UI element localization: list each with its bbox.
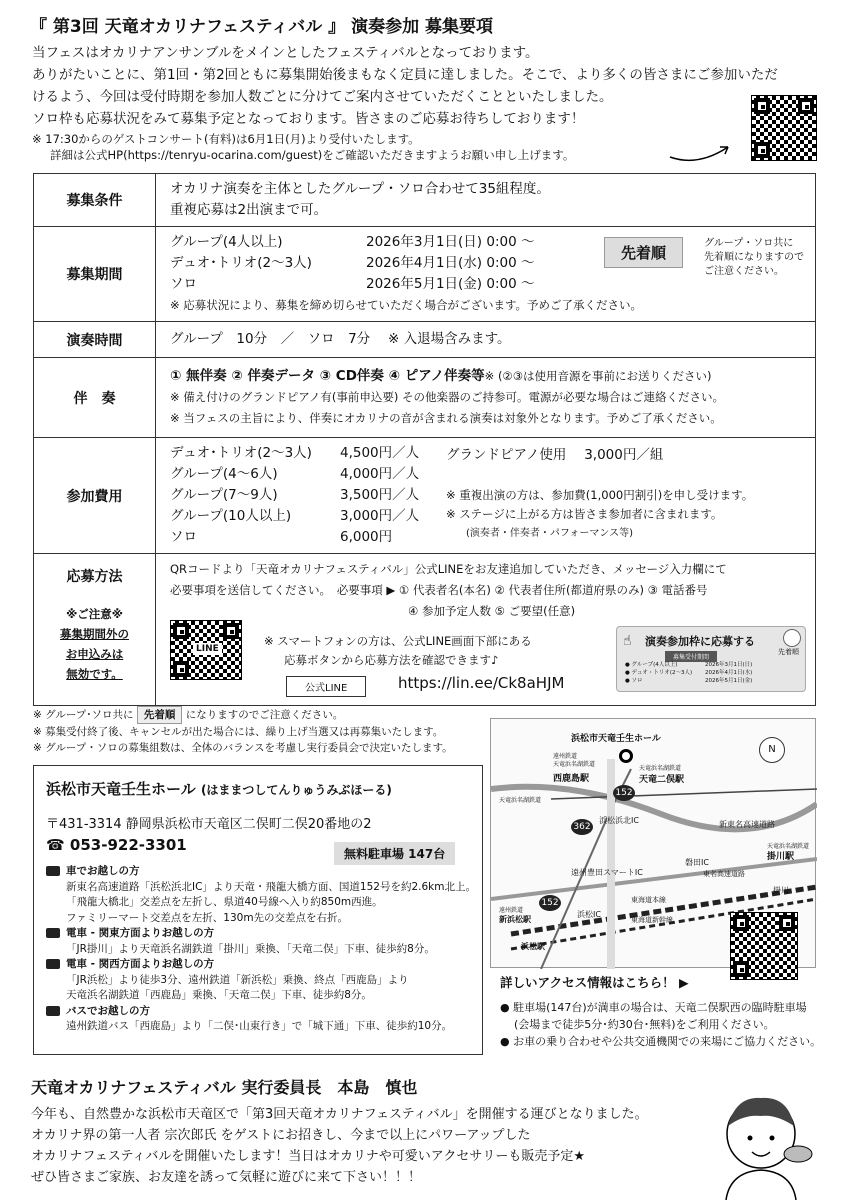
time-label: 演奏時間 <box>34 322 156 358</box>
map-nishikajima: 西鹿島駅 <box>553 774 590 784</box>
venue-reading: (はままつしてんりゅうみぶほーる) <box>200 783 392 797</box>
train-kanto-title: 電車 - 関東方面よりお越しの方 <box>66 927 215 939</box>
banner-row <box>625 669 752 677</box>
bus-icon <box>46 1006 60 1016</box>
banner-rows <box>625 661 752 685</box>
map-hamamatsu-ic: 浜松IC <box>577 910 601 919</box>
map-kakegawa: 掛川駅 <box>767 852 795 862</box>
arrow-icon <box>668 135 748 165</box>
map-futamata-rail: 天竜浜名湖鉄道 <box>639 765 682 772</box>
banner-row-name: ● グループ(4人以上) <box>625 662 678 668</box>
map-shinhamamatsu: 新浜松駅 <box>499 915 531 924</box>
side-note-3: ご注意ください。 <box>704 266 784 277</box>
car-heading <box>46 864 476 880</box>
venue-title <box>46 778 392 799</box>
fee-row-price: 4,000円／人 <box>340 466 420 482</box>
fee-row-name: ソロ <box>170 529 197 545</box>
map-shinkansen: 東海道新幹線 <box>631 916 673 924</box>
apply-line-3: ④ 参加予定人数 ⑤ ご要望(任意) <box>408 604 576 618</box>
period-body <box>156 227 816 322</box>
smartphone-note <box>264 632 532 670</box>
period-side-note <box>704 237 804 279</box>
venue-address: 〒431-3314 静岡県浜松市天竜区二俣町二俣20番地の2 <box>46 817 372 832</box>
fee-body <box>156 438 816 554</box>
access-notes <box>500 999 821 1050</box>
car-title: 車でお越しの方 <box>66 865 140 877</box>
fee-label: 参加費用 <box>34 438 156 554</box>
side-note-2: 先着順になりますので <box>704 252 804 263</box>
period-row-date: 2026年5月1日(金) 0:00 ～ <box>366 276 535 292</box>
chair-line-2: オカリナ界の第一人者 宗次郎氏 をゲストにお招きし、今まで以上にパワーアップした <box>31 1128 531 1143</box>
time-text: グループ 10分 ／ ソロ 7分 ※ 入退場含みます。 <box>170 331 511 347</box>
bottom-note-1-pre: ※ グループ･ソロ共に <box>33 709 134 721</box>
train-kansai-title: 電車 - 関西方面よりお越しの方 <box>66 958 215 970</box>
side-note-1: グループ・ソロ共に <box>704 238 794 249</box>
chair-illustration <box>706 1086 816 1200</box>
banner-row-date: 2026年4月1日(水) <box>705 670 753 676</box>
bottom-note-3: ※ グループ・ソロの募集組数は、全体のバランスを考慮し実行委員会で決定いたします。 <box>33 742 453 754</box>
conditions-body <box>156 174 816 227</box>
period-row-date: 2026年4月1日(水) 0:00 ～ <box>366 255 535 271</box>
map-tenhama-label: 天竜浜名湖鉄道 <box>499 797 542 804</box>
train-kanto-line: 「JR掛川」より天竜浜名湖鉄道「掛川」乗換、「天竜二俣」下車、徒歩約8分。 <box>66 942 435 955</box>
train-kansai-line-1: 「JR浜松」より徒歩3分、遠州鉄道「新浜松」乗換、終点「西鹿島」より <box>66 973 409 986</box>
guest-qr-code[interactable] <box>751 95 817 161</box>
time-body <box>156 322 816 358</box>
map-tomei: 東名高速道路 <box>703 870 745 878</box>
smartphone-note-2: 応募ボタンから応募方法を確認できます♪ <box>284 653 499 667</box>
caution-line-1: 募集期間外の <box>60 627 129 641</box>
banner-row <box>625 677 752 685</box>
train-kansai-line-2: 天竜浜名湖鉄道「西鹿島」乗換、「天竜二俣」下車、徒歩約8分。 <box>66 989 372 1001</box>
map-hamamatsu: 浜松駅 <box>521 942 545 951</box>
compass-icon <box>759 737 785 763</box>
map-iwata-ic: 磐田IC <box>685 858 709 867</box>
chair-line-3: オカリナフェスティバルを開催いたします！当日はオカリナや可愛いアクセサリーも販売予定★ <box>31 1149 586 1164</box>
conditions-line-1: オカリナ演奏を主体としたグループ・ソロ合わせて35組程度。 <box>170 181 550 197</box>
bottom-notes <box>33 706 453 756</box>
line-url-link[interactable]: https://lin.ee/Ck8aHJM <box>398 674 565 692</box>
route-152-icon: 152 <box>539 895 561 911</box>
route-362-icon: 362 <box>571 819 593 835</box>
caution-title: ※ご注意※ <box>66 607 123 621</box>
banner-badge: 先着順 <box>778 648 799 656</box>
map-toyoda: 遠州豊田スマートIC <box>571 868 643 877</box>
guest-note-1: ※ 17:30からのゲストコンサート(有料)は6月1日(月)より受付いたします。 <box>32 132 420 146</box>
map-kakegawa-rail: 天竜浜名湖鉄道 <box>767 843 810 850</box>
page-title: 『 第3回 天竜オカリナフェスティバル 』 演奏参加 募集要項 <box>30 17 494 37</box>
venue-name: 浜松市天竜壬生ホール <box>46 780 196 798</box>
smartphone-note-1: ※ スマートフォンの方は、公式LINE画面下部にある <box>264 634 532 648</box>
chair-title: 天竜オカリナフェスティバル 実行委員長 本島 慎也 <box>31 1078 418 1097</box>
map-futamata: 天竜二俣駅 <box>639 775 685 785</box>
conditions-label: 募集条件 <box>34 174 156 227</box>
intro-text <box>32 42 778 130</box>
map-hall-label: 浜松市天竜壬生ホール <box>571 734 661 744</box>
map-nishikajima-rail <box>553 753 595 769</box>
apply-label-cell <box>34 554 156 706</box>
bottom-note-2: ※ 募集受付終了後、キャンセルが出た場合には、繰り上げ当選又は再募集いたします。 <box>33 726 444 738</box>
train-icon <box>46 928 60 938</box>
fee-row-price: 4,500円／人 <box>340 445 420 461</box>
period-row-name: グループ(4人以上) <box>170 234 283 250</box>
car-line-2: 「飛龍大橋北」交差点を左折し、県道40号線へ入り約850m西進。 <box>66 896 383 908</box>
line-qr-label: LINE <box>193 643 222 655</box>
fee-row-price: 3,500円／人 <box>340 487 420 503</box>
fee-note-1: ※ 重複出演の方は、参加費(1,000円割引)を申し受けます。 <box>446 488 754 502</box>
banner-subtitle: 募集受付期間 <box>665 651 717 662</box>
fee-row-price: 6,000円 <box>340 529 393 545</box>
apply-label: 応募方法 <box>66 569 123 585</box>
map-tokaido: 東海道本線 <box>631 896 666 904</box>
accomp-note-2: ※ 当フェスの主旨により、伴奏にオカリナの音が含まれる演奏は対象外となります。予めご了承ください。 <box>170 411 722 425</box>
access-qr-code[interactable] <box>730 912 798 980</box>
caution-line-2: お申込みは <box>65 647 124 661</box>
car-icon <box>46 866 60 876</box>
intro-line-2: ありがたいことに、第1回・第2回ともに募集開始後まもなく定員に達しました。そこで、より多くの皆さまにご参加いただ <box>32 67 778 83</box>
train-kansai-heading <box>46 957 476 973</box>
mascot-icon <box>783 629 801 647</box>
chair-message <box>31 1104 648 1188</box>
bus-heading <box>46 1004 476 1020</box>
accomp-options-note: ※ (②③は使用音源を事前にお送りください) <box>484 369 712 383</box>
map-shintomei: 新東名高速道路 <box>719 820 775 829</box>
accomp-options: ① 無伴奏 ② 伴奏データ ③ CD伴奏 ④ ピアノ伴奏等 <box>170 368 485 384</box>
line-official-button[interactable]: 公式LINE <box>286 676 366 697</box>
period-row-name: デュオ･トリオ(2～3人) <box>170 255 312 271</box>
piano-fee: グランドピアノ使用 3,000円／組 <box>446 447 664 463</box>
accomp-label: 伴 奏 <box>34 358 156 438</box>
first-come-badge: 先着順 <box>604 237 683 268</box>
map-shinhamamatsu-rail: 遠州鉄道 <box>499 907 524 914</box>
apply-body <box>156 554 816 706</box>
train-kanto-heading <box>46 926 476 942</box>
banner-row-name: ● ソロ <box>625 678 643 684</box>
access-box <box>33 765 483 1055</box>
venue-phone[interactable]: 053-922-3301 <box>69 836 187 854</box>
parking-badge: 無料駐車場 147台 <box>334 842 455 865</box>
access-note-1b: (会場まで徒歩5分･約30台･無料)をご利用ください。 <box>514 1018 775 1031</box>
period-label: 募集期間 <box>34 227 156 322</box>
intro-line-1: 当フェスはオカリナアンサンブルをメインとしたフェスティバルとなっております。 <box>32 45 539 61</box>
line-qr-code[interactable] <box>170 620 242 680</box>
hand-icon: ☝ <box>623 633 632 649</box>
access-note-1: ● 駐車場(147台)が満車の場合は、天竜二俣駅西の臨時駐車場 <box>500 1001 807 1014</box>
guest-note-2: 詳細は公式HP(https://tenryu-ocarina.com/guest)をご確認いただきますようお願い申し上げます。 <box>50 148 575 162</box>
conditions-line-2: 重複応募は2出演まで可。 <box>170 202 328 218</box>
train-icon <box>46 959 60 969</box>
apply-line-2: 必要事項を送信してください。 必要事項 ▶ ① 代表者名(本名) ② 代表者住所(都道府県のみ) ③ 電話番号 <box>170 583 708 597</box>
banner-row-date: 2026年3月1日(日) <box>705 662 753 668</box>
fee-note-3: (演奏者・伴奏者・パフォーマンス等) <box>466 528 634 539</box>
phone-icon: ☎ <box>46 836 65 854</box>
banner-row-date: 2026年5月1日(金) <box>705 678 753 684</box>
period-row-name: ソロ <box>170 276 197 292</box>
recruitment-table <box>33 173 816 706</box>
intro-line-4: ソロ枠も応募状況をみて募集予定となっております。皆さまのご応募お待ちしております！ <box>32 111 585 127</box>
accomp-options-line <box>170 366 801 387</box>
period-row-date: 2026年3月1日(日) 0:00 ～ <box>366 234 535 250</box>
access-note-2: ● お車の乗り合わせや公共交通機関での来場にご協力ください。 <box>500 1035 822 1048</box>
chair-line-1: 今年も、自然豊かな浜松市天竜区で「第3回天竜オカリナフェスティバル」を開催する運びとなりました。 <box>31 1107 648 1122</box>
caution-line-3: 無効です。 <box>66 667 123 681</box>
intro-line-3: けるよう、今回は受付時期を参加人数ごとに分けてご案内させていただくことといたしました。 <box>32 89 613 105</box>
map-label: 天竜浜名湖鉄道 <box>553 761 596 768</box>
apply-banner[interactable] <box>616 626 806 692</box>
period-note: ※ 応募状況により、募集を締め切らせていただく場合がございます。予めご了承ください。 <box>170 298 643 312</box>
car-line-3: ファミリーマート交差点を左折、130m先の交差点を右折。 <box>66 911 349 924</box>
fee-notes <box>446 486 753 543</box>
access-more-link[interactable]: 詳しいアクセス情報はこちら！ ▶ <box>500 975 689 990</box>
bottom-note-1-post: になりますのでご注意ください。 <box>185 709 344 721</box>
apply-caution <box>34 604 155 684</box>
banner-row <box>625 661 752 669</box>
fee-note-2: ※ ステージに上がる方は皆さま参加者に含まれます。 <box>446 507 723 521</box>
bus-title: バスでお越しの方 <box>66 1004 150 1017</box>
map-label: 遠州鉄道 <box>553 753 578 760</box>
accomp-note-1: ※ 備え付けのグランドピアノ有(事前申込要) その他楽器のご持参可。電源が必要な場合はご連絡ください。 <box>170 390 724 404</box>
venue-phone-line <box>46 836 187 854</box>
chair-line-4: ぜひ皆さまご家族、お友達を誘って気軽に遊びに来て下さい！！！ <box>31 1170 422 1185</box>
map-kakegawa-2: 掛川 <box>773 886 789 895</box>
bus-line: 遠州鉄道バス「西鹿島」より「二俣･山東行き」で「城下通」下車、徒歩約10分。 <box>66 1020 453 1032</box>
venue-pin-icon <box>619 749 633 763</box>
bottom-note-1 <box>33 706 453 724</box>
car-line-1: 新東名高速道路「浜松浜北IC」より天竜・飛龍大橋方面、国道152号を約2.6km北上。 <box>66 880 476 893</box>
fee-row-name: グループ(4～6人) <box>170 466 278 482</box>
fee-row-name: デュオ･トリオ(2～3人) <box>170 445 312 461</box>
route-152-icon: 152 <box>613 785 635 801</box>
apply-line-1: QRコードより「天竜オカリナフェスティバル」公式LINEをお友達追加していただき、メッセージ入力欄にて <box>170 562 727 576</box>
guest-concert-note <box>32 131 574 163</box>
bottom-note-pill: 先着順 <box>137 706 183 724</box>
accomp-body <box>156 358 816 438</box>
banner-row-name: ● デュオ・トリオ(2～3人) <box>625 670 693 676</box>
compass-north: N <box>768 744 776 755</box>
fee-row <box>170 464 801 485</box>
banner-title: 演奏参加枠に応募する <box>645 635 755 648</box>
access-directions <box>46 864 476 1035</box>
fee-row-name: グループ(7～9人) <box>170 487 278 503</box>
map-hamakita-ic: 浜松浜北IC <box>599 816 639 825</box>
fee-row-name: グループ(10人以上) <box>170 508 292 524</box>
fee-row-price: 3,000円／人 <box>340 508 420 524</box>
